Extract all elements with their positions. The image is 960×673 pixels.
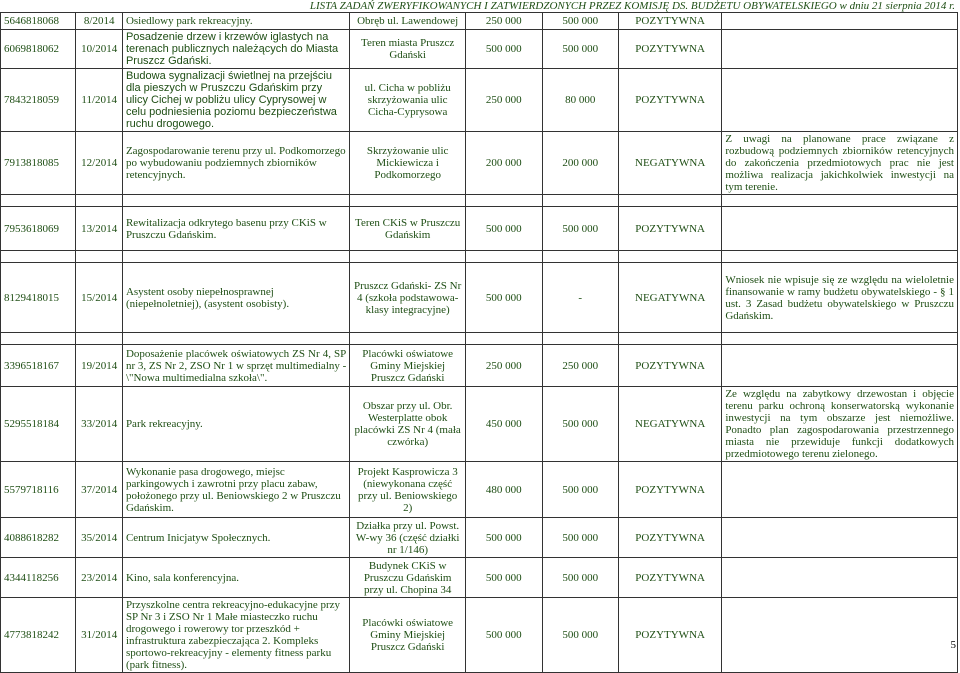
project-number: 10/2014 — [76, 30, 123, 69]
project-status: POZYTYWNA — [618, 462, 721, 518]
project-description: Rewitalizacja odkrytego basenu przy CKiS w Pruszczu Gdańskim. — [122, 207, 349, 251]
project-description: Park rekreacyjny. — [122, 387, 349, 462]
project-amount: 500 000 — [466, 207, 542, 251]
project-estimate: 500 000 — [542, 598, 618, 673]
table-row — [1, 132, 958, 195]
project-number: 8/2014 — [76, 13, 123, 30]
project-note — [722, 30, 958, 69]
project-status: POZYTYWNA — [618, 345, 721, 387]
project-number: 35/2014 — [76, 518, 123, 558]
table-row — [1, 263, 958, 333]
project-amount: 250 000 — [466, 13, 542, 30]
table-row — [1, 207, 958, 251]
project-status: POZYTYWNA — [618, 69, 721, 132]
project-status: POZYTYWNA — [618, 558, 721, 598]
project-amount: 500 000 — [466, 263, 542, 333]
project-location: Teren miasta Pruszcz Gdański — [350, 30, 466, 69]
project-note — [722, 69, 958, 132]
project-id: 7913818085 — [1, 132, 76, 195]
project-status: POZYTYWNA — [618, 13, 721, 30]
project-number: 33/2014 — [76, 387, 123, 462]
project-location: Obszar przy ul. Obr. Westerplatte obok placówki ZS Nr 4 (mała czwórka) — [350, 387, 466, 462]
project-status: NEGATYWNA — [618, 263, 721, 333]
project-note — [722, 462, 958, 518]
project-id: 7843218059 — [1, 69, 76, 132]
project-amount: 500 000 — [466, 558, 542, 598]
project-note: Z uwagi na planowane prace związane z rozbudową podziemnych zbiorników retencyjnych do zakończenia przedmiotowych prac nie jest możliwa realizacja jakichkolwiek inwestycji na tym terenie. — [722, 132, 958, 195]
project-amount: 500 000 — [466, 30, 542, 69]
table-spacer-row — [1, 251, 958, 263]
table-row — [1, 69, 958, 132]
project-description: Kino, sala konferencyjna. — [122, 558, 349, 598]
project-number: 19/2014 — [76, 345, 123, 387]
page-header — [0, 0, 960, 12]
table-row — [1, 518, 958, 558]
project-location: Obręb ul. Lawendowej — [350, 13, 466, 30]
project-number: 31/2014 — [76, 598, 123, 673]
project-status: NEGATYWNA — [618, 387, 721, 462]
project-number: 13/2014 — [76, 207, 123, 251]
table-row — [1, 345, 958, 387]
project-location: Działka przy ul. Powst. W-wy 36 (część działki nr 1/146) — [350, 518, 466, 558]
project-estimate: 500 000 — [542, 462, 618, 518]
project-description: Doposażenie placówek oświatowych ZS Nr 4, SP nr 3, ZS Nr 2, ZSO Nr 1 w sprzęt multimedialny - \"Nowa multimedialna szkoła\". — [122, 345, 349, 387]
project-number: 12/2014 — [76, 132, 123, 195]
project-description: Przyszkolne centra rekreacyjno-edukacyjne przy SP Nr 3 i ZSO Nr 1 Małe miasteczko ruchu drogowego i rowerowy tor przeszkód + infrastruktura zabezpieczająca 2. Kompleks sportowo-rekreacyjny - elementy fitness parku (park fitness). — [122, 598, 349, 673]
project-id: 3396518167 — [1, 345, 76, 387]
project-estimate: 500 000 — [542, 387, 618, 462]
project-id: 4344118256 — [1, 558, 76, 598]
project-description: Asystent osoby niepełnosprawnej (niepełnoletniej), (asystent osobisty). — [122, 263, 349, 333]
project-id: 5579718116 — [1, 462, 76, 518]
project-note: Wniosek nie wpisuje się ze względu na wieloletnie finansowanie w ramy budżetu obywatelskiego - § 1 ust. 3 Zasad budżetu obywatelskiego w Pruszczu Gdańskim. — [722, 263, 958, 333]
table-row — [1, 387, 958, 462]
project-number: 11/2014 — [76, 69, 123, 132]
project-description: Osiedlowy park rekreacyjny. — [122, 13, 349, 30]
project-note — [722, 558, 958, 598]
project-id: 4088618282 — [1, 518, 76, 558]
project-estimate: 500 000 — [542, 30, 618, 69]
project-number: 23/2014 — [76, 558, 123, 598]
table-row — [1, 558, 958, 598]
project-estimate: 200 000 — [542, 132, 618, 195]
project-location: Placówki oświatowe Gminy Miejskiej Pruszcz Gdański — [350, 598, 466, 673]
project-status: POZYTYWNA — [618, 598, 721, 673]
project-id: 5295518184 — [1, 387, 76, 462]
project-note — [722, 598, 958, 673]
project-amount: 250 000 — [466, 69, 542, 132]
project-status: NEGATYWNA — [618, 132, 721, 195]
project-estimate: 500 000 — [542, 518, 618, 558]
project-estimate: 500 000 — [542, 13, 618, 30]
project-description: Posadzenie drzew i krzewów iglastych na terenach publicznych należących do Miasta Pruszcz Gdański. — [122, 30, 349, 69]
project-estimate: 80 000 — [542, 69, 618, 132]
table-row — [1, 13, 958, 30]
project-amount: 500 000 — [466, 518, 542, 558]
project-note — [722, 207, 958, 251]
project-amount: 500 000 — [466, 598, 542, 673]
project-estimate: 500 000 — [542, 558, 618, 598]
project-note — [722, 518, 958, 558]
table-row — [1, 598, 958, 673]
project-location: ul. Cicha w pobliżu skrzyżowania ulic Cicha-Cyprysowa — [350, 69, 466, 132]
project-location: Projekt Kasprowicza 3 (niewykonana część przy ul. Beniowskiego 2) — [350, 462, 466, 518]
project-location: Skrzyżowanie ulic Mickiewicza i Podkomorzego — [350, 132, 466, 195]
project-number: 37/2014 — [76, 462, 123, 518]
project-description: Zagospodarowanie terenu przy ul. Podkomorzego po wybudowaniu podziemnych zbiorników retencyjnych. — [122, 132, 349, 195]
project-location: Budynek CKiS w Pruszczu Gdańskim przy ul. Chopina 34 — [350, 558, 466, 598]
project-description: Budowa sygnalizacji świetlnej na przejściu dla pieszych w Pruszczu Gdańskim przy ulicy Cichej w pobliżu ulicy Cyprysowej w celu podniesienia poziomu bezpieczeństwa ruchu drogowego. — [122, 69, 349, 132]
projects-table — [0, 12, 958, 673]
project-description: Centrum Inicjatyw Społecznych. — [122, 518, 349, 558]
table-spacer-row — [1, 195, 958, 207]
project-note: Ze względu na zabytkowy drzewostan i objęcie terenu parku ochroną konserwatorską wykonanie inwestycji na tym obszarze jest niemożliwe. Ponadto plan zagospodarowania przestrzennego miasta nie przewiduje funkcji dodatkowych przedmiotowego terenu zielonego. — [722, 387, 958, 462]
project-estimate: 500 000 — [542, 207, 618, 251]
project-id: 4773818242 — [1, 598, 76, 673]
page-number: 5 — [950, 639, 956, 651]
project-amount: 250 000 — [466, 345, 542, 387]
project-estimate: - — [542, 263, 618, 333]
project-note — [722, 13, 958, 30]
project-id: 7953618069 — [1, 207, 76, 251]
header-title: LISTA ZADAŃ ZWERYFIKOWANYCH I ZATWIERDZONYCH PRZEZ KOMISJĘ DS. BUDŻETU OBYWATELSKIEGO w dniu 21 sierpnia 2014 r. — [309, 0, 955, 12]
table-spacer-row — [1, 333, 958, 345]
project-amount: 200 000 — [466, 132, 542, 195]
project-location: Teren CKiS w Pruszczu Gdańskim — [350, 207, 466, 251]
project-status: POZYTYWNA — [618, 30, 721, 69]
project-status: POZYTYWNA — [618, 207, 721, 251]
project-location: Placówki oświatowe Gminy Miejskiej Pruszcz Gdański — [350, 345, 466, 387]
table-row — [1, 30, 958, 69]
project-estimate: 250 000 — [542, 345, 618, 387]
table-row — [1, 462, 958, 518]
project-location: Pruszcz Gdański- ZS Nr 4 (szkoła podstawowa-klasy integracyjne) — [350, 263, 466, 333]
project-amount: 480 000 — [466, 462, 542, 518]
project-number: 15/2014 — [76, 263, 123, 333]
project-description: Wykonanie pasa drogowego, miejsc parkingowych i zawrotni przy placu zabaw, położonego przy ul. Beniowskiego 2 w Pruszczu Gdańskim. — [122, 462, 349, 518]
project-id: 8129418015 — [1, 263, 76, 333]
project-note — [722, 345, 958, 387]
project-status: POZYTYWNA — [618, 518, 721, 558]
project-id: 6069818062 — [1, 30, 76, 69]
project-id: 5646818068 — [1, 13, 76, 30]
project-amount: 450 000 — [466, 387, 542, 462]
